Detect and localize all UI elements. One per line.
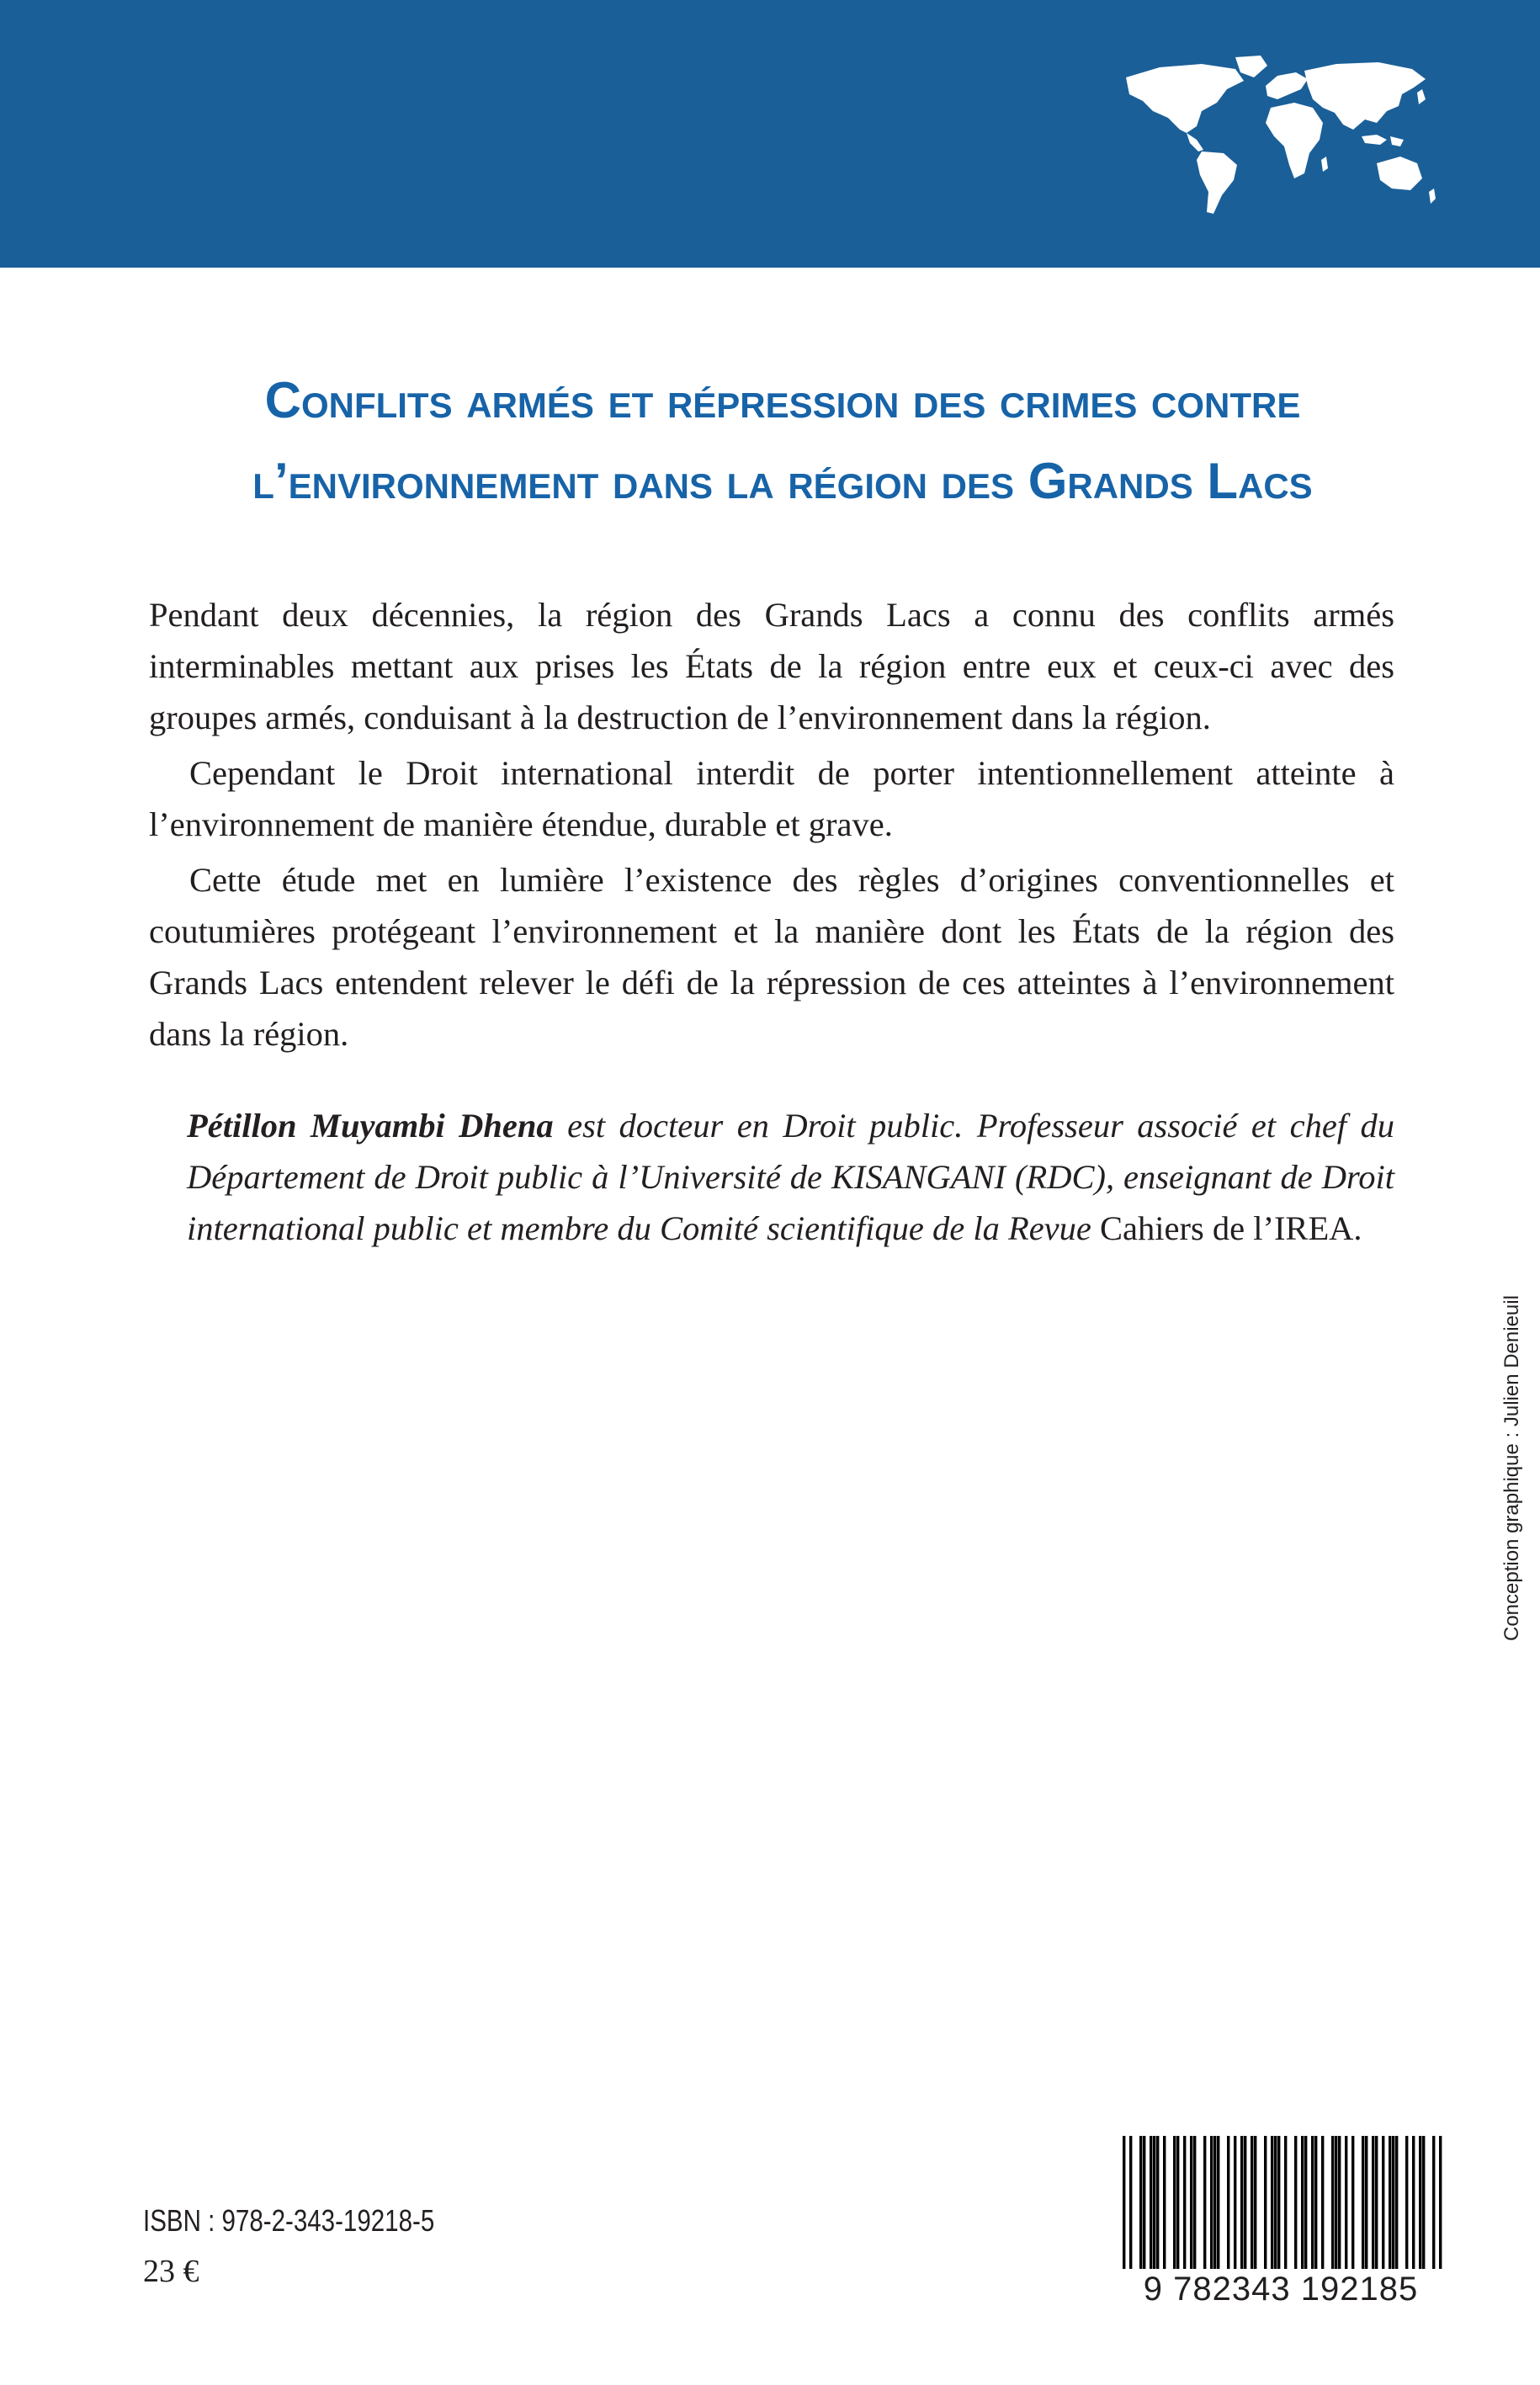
summary-paragraph-2: Cependant le Droit international interdit de porter intentionnellement atteinte à l’environnement de manière étendue, durable et grave. xyxy=(149,754,1394,843)
barcode xyxy=(1118,2133,1444,2311)
barcode-bar xyxy=(1331,2136,1334,2279)
barcode-bar xyxy=(1163,2136,1166,2279)
book-summary xyxy=(149,589,1394,1064)
title-line-2: l’environnement dans la région des Grands Lacs xyxy=(252,453,1313,509)
barcode-bar xyxy=(1139,2136,1142,2279)
barcode-bar xyxy=(1213,2136,1216,2279)
barcode-bar xyxy=(1335,2136,1337,2279)
barcode-bar xyxy=(1173,2136,1176,2279)
barcode-bar xyxy=(1271,2136,1273,2279)
barcode-bar xyxy=(1193,2136,1196,2279)
barcode-bar xyxy=(1389,2136,1391,2279)
barcode-bar xyxy=(1345,2136,1347,2279)
barcode-bar xyxy=(1382,2136,1384,2279)
barcode-bar xyxy=(1254,2136,1256,2279)
barcode-bar xyxy=(1277,2136,1280,2279)
barcode-bar xyxy=(1274,2136,1277,2279)
author-bio xyxy=(187,1100,1394,1254)
barcode-bar xyxy=(1217,2136,1219,2279)
barcode-bar xyxy=(1244,2136,1246,2279)
barcode-bar xyxy=(1412,2136,1415,2279)
barcode-bar xyxy=(1190,2136,1192,2279)
barcode-bar xyxy=(1422,2136,1425,2279)
barcode-bar xyxy=(1439,2136,1442,2279)
barcode-bar xyxy=(1405,2136,1408,2279)
barcode-bar xyxy=(1156,2136,1159,2279)
title-line-1: Conflits armés et répression des crimes contre xyxy=(264,372,1301,428)
summary-paragraph-1: Pendant deux décennies, la région des Grands Lacs a connu des conflits armés interminables mettant aux prises les États de la région entre eux et ceux-ci avec des groupes armés, conduisant à la destruction de l’environnement dans la région. xyxy=(149,596,1394,736)
barcode-bar xyxy=(1392,2136,1394,2279)
barcode-number: 9 782343 192185 xyxy=(1118,2269,1444,2309)
price: 23 € xyxy=(143,2254,199,2289)
barcode-bar xyxy=(1314,2136,1317,2279)
barcode-bar xyxy=(1234,2136,1236,2279)
barcode-bar xyxy=(1375,2136,1378,2279)
barcode-bar xyxy=(1372,2136,1374,2279)
book-title xyxy=(168,360,1397,522)
barcode-bar xyxy=(1294,2136,1297,2279)
barcode-bar xyxy=(1362,2136,1364,2279)
bio-text: est docteur en Droit public. Professeur associé et chef du Département de Droit public à l’Université de KISANGANI (RDC), enseignant de Droit international public et membre du Comité scientifique de la xyxy=(187,1107,1394,1247)
barcode-bar xyxy=(1227,2136,1229,2279)
header-band xyxy=(0,0,1540,268)
barcode-bar xyxy=(1153,2136,1155,2279)
barcode-bar xyxy=(1183,2136,1186,2279)
barcode-bar xyxy=(1129,2136,1132,2279)
barcode-bar xyxy=(1351,2136,1354,2279)
design-credit: Conception graphique : Julien Denieuil xyxy=(1500,1295,1523,1641)
barcode-bar xyxy=(1395,2136,1398,2279)
revue-word: Revue xyxy=(1007,1209,1091,1247)
barcode-bar xyxy=(1123,2136,1125,2279)
barcode-bar xyxy=(1210,2136,1213,2279)
barcode-bar xyxy=(1203,2136,1206,2279)
barcode-bar xyxy=(1419,2136,1421,2279)
journal-name: Cahiers de l’IREA. xyxy=(1091,1209,1362,1247)
barcode-bar xyxy=(1264,2136,1267,2279)
barcode-bar xyxy=(1176,2136,1179,2279)
barcode-bar xyxy=(1304,2136,1307,2279)
barcode-bar xyxy=(1311,2136,1314,2279)
barcode-bar xyxy=(1150,2136,1152,2279)
barcode-bar xyxy=(1321,2136,1324,2279)
isbn: ISBN : 978-2-343-19218-5 xyxy=(143,2203,435,2238)
barcode-bar xyxy=(1143,2136,1145,2279)
barcode-bar xyxy=(1284,2136,1287,2279)
summary-paragraph-3: Cette étude met en lumière l’existence des règles d’origines conventionnelles et coutumières protégeant l’environnement et la manière dont les États de la région des Grands Lacs entendent relever le défi de la répression de ces atteintes à l’environnement dans la région. xyxy=(149,861,1394,1053)
barcode-bar xyxy=(1432,2136,1435,2279)
barcode-bar xyxy=(1240,2136,1243,2279)
author-name: Pétillon Muyambi Dhena xyxy=(187,1107,554,1145)
barcode-bar xyxy=(1301,2136,1304,2279)
world-map-icon xyxy=(1109,52,1439,220)
barcode-bar xyxy=(1338,2136,1341,2279)
barcode-bar xyxy=(1251,2136,1253,2279)
barcode-bar xyxy=(1365,2136,1367,2279)
